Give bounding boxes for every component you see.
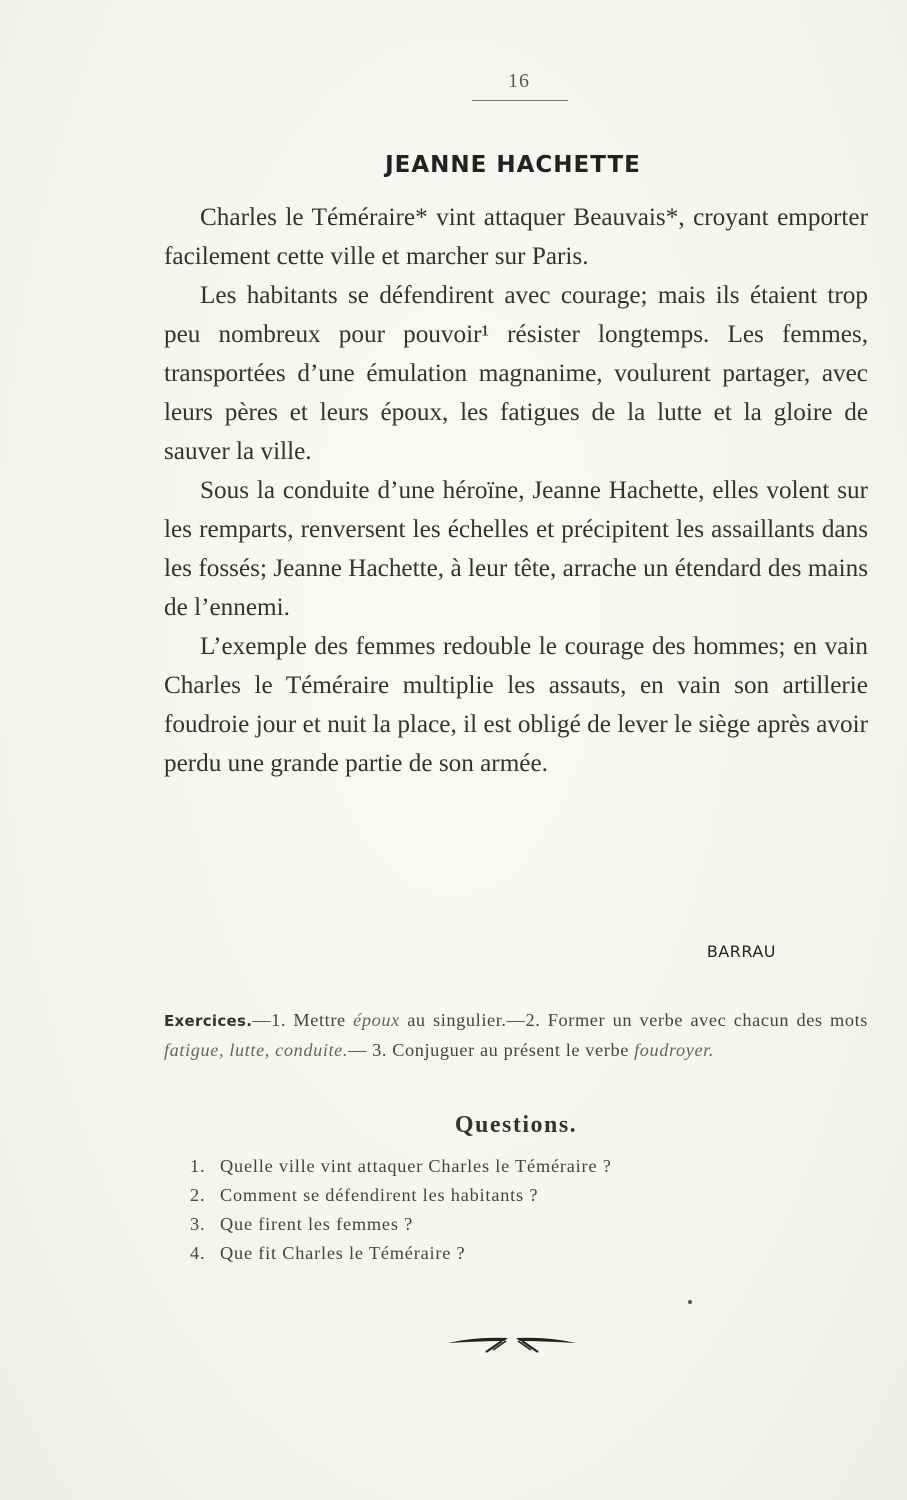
exercises-word: époux: [353, 1010, 400, 1030]
questions-heading: Questions.: [454, 1112, 578, 1138]
question-number: 2.: [190, 1185, 206, 1205]
body-text: [164, 198, 868, 783]
question-number: 1.: [190, 1156, 206, 1176]
paragraph: L’exemple des femmes redouble le courage des hommes; en vain Charles le Téméraire multiplie les assauts, en vain son artillerie foudroie jour et nuit la place, il est obligé de lever le siège après avoir perdu une grande partie de son armée.: [164, 633, 868, 777]
question-number: 4.: [190, 1243, 206, 1263]
author-signature: BARRAU: [706, 942, 776, 961]
question-item: [190, 1210, 830, 1239]
paragraph: Les habitants se défendirent avec courage; mais ils étaient trop peu nombreux pour pouvoir¹ résister longtemps. Les femmes, transportées d’une émulation magnanime, voulurent partager, avec leurs pères et leurs époux, les fatigues de la lutte et la gloire de sauver la ville.: [164, 282, 868, 465]
question-text: Comment se défendirent les habitants ?: [220, 1185, 539, 1205]
paragraph: Charles le Téméraire* vint attaquer Beauvais*, croyant emporter facilement cette ville et marcher sur Paris.: [164, 204, 868, 270]
question-item: [190, 1181, 830, 1210]
question-text: Que fit Charles le Téméraire ?: [220, 1243, 466, 1263]
ink-speck: [688, 1300, 692, 1304]
page-number-rule: [472, 100, 568, 101]
exercises-text: au singulier.—2. Former un verbe avec chacun des mots: [399, 1010, 868, 1030]
question-text: Quelle ville vint attaquer Charles le Téméraire ?: [220, 1156, 612, 1176]
question-item: [190, 1152, 830, 1181]
fleuron-icon: [446, 1330, 578, 1354]
question-text: Que firent les femmes ?: [220, 1214, 414, 1234]
exercises-word: fatigue, lutte, conduite.: [164, 1040, 349, 1060]
questions-list: [190, 1152, 830, 1268]
chapter-title: JEANNE HACHETTE: [385, 152, 641, 178]
question-item: [190, 1239, 830, 1268]
exercises-label: Exercices.: [164, 1012, 253, 1030]
paragraph: Sous la conduite d’une héroïne, Jeanne Hachette, elles volent sur les remparts, renversent les échelles et précipitent les assaillants dans les fossés; Jeanne Hachette, à leur tête, arrache un étendard des mains de l’ennemi.: [164, 477, 868, 621]
exercises-text: — 3. Conjuguer au présent le verbe: [348, 1040, 635, 1060]
question-number: 3.: [190, 1214, 206, 1234]
page-number: 16: [508, 70, 530, 92]
exercises-text: —1. Mettre: [252, 1010, 354, 1030]
exercises-word: foudroyer.: [634, 1040, 715, 1060]
exercises-block: [164, 1006, 868, 1065]
